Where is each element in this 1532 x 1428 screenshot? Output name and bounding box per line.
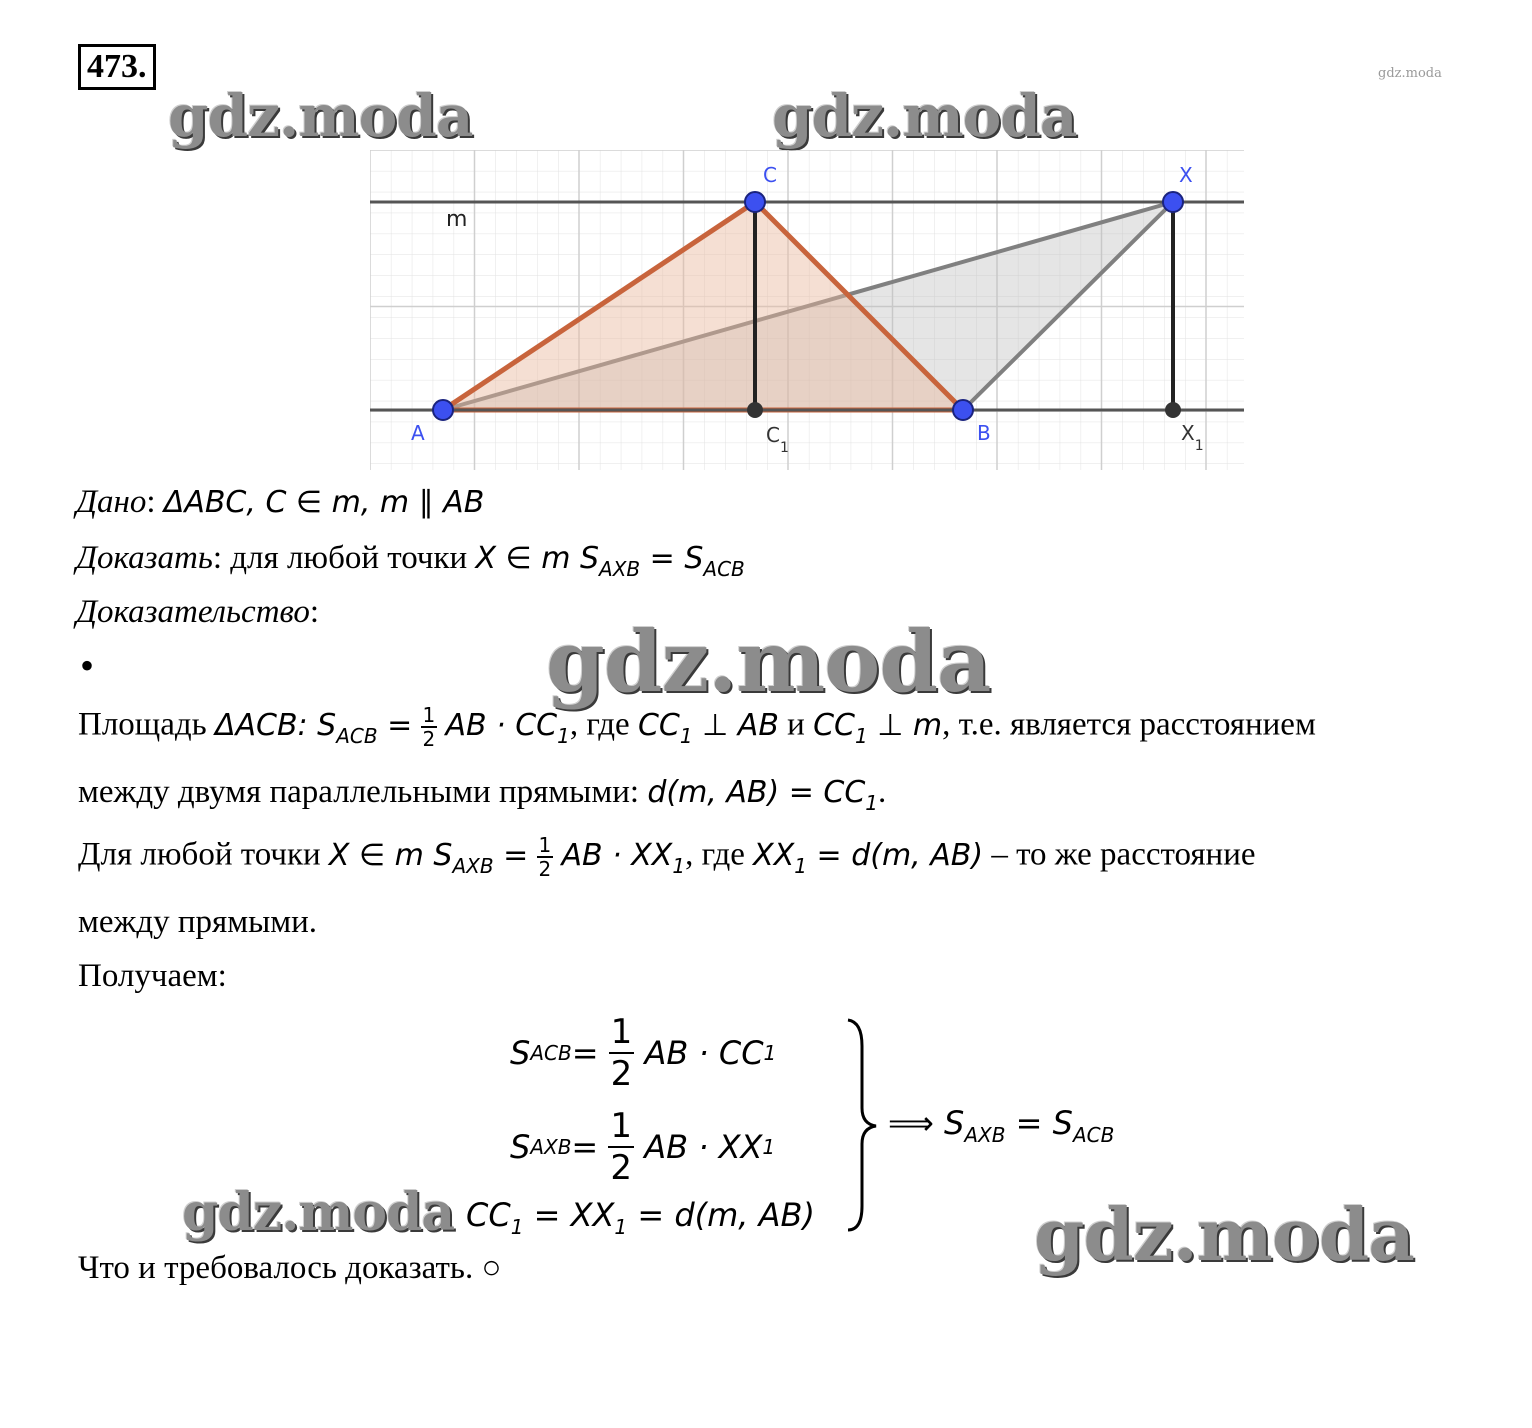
- prove-formula: X ∈ m $S_{AXB} = S_{ACB}$: [475, 541, 745, 581]
- label-c1: $C_1$: [766, 423, 789, 456]
- proof-label-line: Доказательство:: [76, 594, 320, 630]
- fraction-half: $\frac{1}{2}$: [538, 833, 552, 881]
- point-x1: [1165, 402, 1181, 418]
- proof-para-3: Для любой точки X ∈ m $S_{AXB}$ = $\frac{1}{2}$ AB · $XX_1$, где $XX_1 = d(m$, AB) – то же расстояние: [78, 833, 1256, 881]
- label-b: B: [977, 421, 991, 445]
- proof-para-2: между двумя параллельными прямыми: d(m, $AB) = CC_1$.: [78, 774, 887, 815]
- prove-label: Доказать: [76, 540, 213, 576]
- point-x: [1163, 192, 1183, 212]
- system-result: ⟹ $S_{AXB} = S_{ACB}$: [888, 1104, 1115, 1147]
- point-c: [745, 192, 765, 212]
- given-line: Дано: ΔABC, C ∈ m, m ∥ AB: [76, 484, 485, 520]
- proof-label: Доказательство: [76, 594, 310, 630]
- label-a: A: [411, 421, 425, 445]
- watermark: gdz.moda: [168, 82, 473, 150]
- watermark: gdz.moda: [1034, 1192, 1414, 1277]
- proof-para-4: между прямыми.: [78, 904, 318, 940]
- given-formula: ΔABC, C ∈ m, m ∥ AB: [163, 485, 485, 520]
- right-brace: [842, 1016, 882, 1234]
- point-a: [433, 400, 453, 420]
- conclusion: Что и требовалось доказать. ○: [78, 1250, 502, 1286]
- point-c1: [747, 402, 763, 418]
- fraction-half: $\frac{1}{2}$: [610, 1012, 633, 1094]
- point-b: [953, 400, 973, 420]
- label-c: C: [763, 163, 777, 187]
- watermark: gdz.moda: [182, 1182, 455, 1243]
- label-x1: $X_1$: [1181, 421, 1204, 454]
- prove-line: Доказать: для любой точки X ∈ m $S_{AXB} = S_{ACB}$: [76, 540, 745, 581]
- geometry-figure: [370, 150, 1244, 470]
- watermark: gdz.moda: [772, 82, 1077, 150]
- fraction-half: $\frac{1}{2}$: [610, 1106, 633, 1188]
- bullet: •: [80, 643, 95, 688]
- watermark-small: gdz.moda: [1378, 66, 1442, 81]
- proof-para-5: Получаем:: [78, 958, 227, 994]
- system-line-3: $CC_1 = XX_1 = d(m$, AB): [466, 1196, 815, 1239]
- problem-number: 473.: [78, 44, 156, 90]
- prove-text: для любой точки: [230, 540, 468, 576]
- fraction-half: $\frac{1}{2}$: [422, 703, 436, 751]
- label-x: X: [1179, 163, 1193, 187]
- system-line-1: S ACB = $\frac{1}{2}$ AB · CC 1: [510, 1012, 777, 1094]
- label-m: m: [446, 207, 468, 232]
- system-line-2: S AXB = $\frac{1}{2}$ AB · XX 1: [510, 1106, 776, 1188]
- proof-para-1: Площадь ΔACB: $S_{ACB}$ = $\frac{1}{2}$ AB · $CC_1$, где $CC_1$ ⊥ AB и $CC_1$ ⊥ m, т.е. является расстоянием: [78, 703, 1316, 751]
- watermark: gdz.moda: [546, 612, 991, 711]
- given-label: Дано: [76, 484, 147, 520]
